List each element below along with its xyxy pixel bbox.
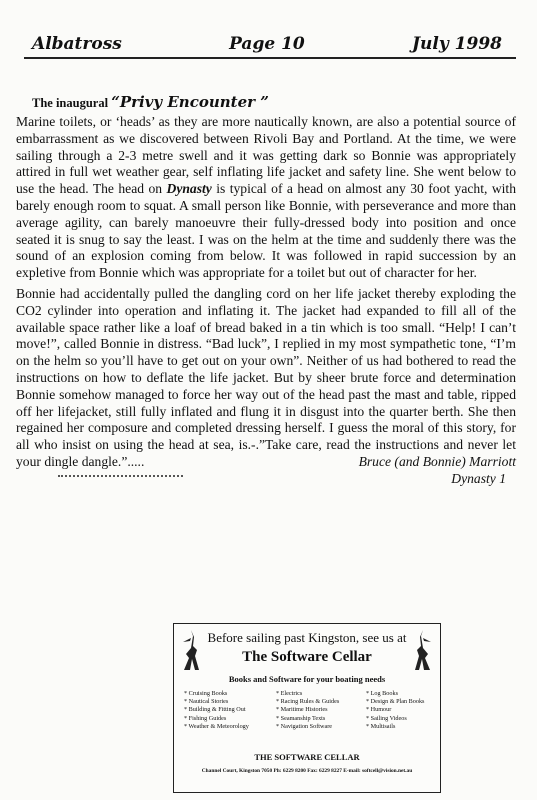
ad-address: Channel Court, Kingston 7050 Ph: 6229 8200 Fax: 6229 8227 E-mail: softcell@vision.net.au [201,768,413,774]
text-run: is typical of a head on almost any 30 foot yacht, with barely enough room to squat. A small person like Bonnie, with perseverance and more than average agility, can barely manoeuvre their fully-dressed body into position and once seated it is snug to say the least. I was on the helm at the time and suddenly there was the sound of an explosion coming from below. It was followed in rapid succession by an expletive from Bonnie which was appropriate for a toilet but out of character for her. [16,181,516,281]
ad-column-3 [366,690,432,731]
ad-column-2 [276,690,366,731]
article-paragraph-2: Bonnie had accidentally pulled the dangling cord on her life jacket thereby exploding the CO2 cylinder into operation and inflating it. The jacket had expanded to fill all of the available space rather like a loaf of bread baked in a tin which is too small. “Help! I can’t move!”, called Bonnie in distress. “Bad luck”, I replied in my most sympathetic tone, “I’m on the helm so you’ll have to get out on your own”. Neither of us had bothered to read the instructions on how to deflate the life jacket. But by sheer brute force and determination Bonnie somehow managed to force her way out of the head past the mast and table, ripped off her lifejacket, still fully inflated and flung it in disgust into the quarter berth. She then regained her composure and completed dressing herself. I guess the moral of this story, for all who insist on using the head at sea, is.-.”Take care, read the instructions and never let your dingle dangle.”..... [16,285,516,469]
ad-business-name: The Software Cellar [242,649,372,665]
list-item: * Fishing Guides [184,714,227,722]
signature [16,453,516,489]
article [16,94,516,489]
list-item: * Multisails [366,722,396,730]
page-header [32,34,502,54]
list-item: * Log Books [366,690,398,697]
article-title-main: “Privy Encounter ” [111,93,269,111]
ad-headline: Before sailing past Kingston, see us at [207,630,407,645]
list-item: * Electrics [276,690,303,697]
list-item: * Nautical Stories [184,698,229,706]
ad-column-1 [184,690,276,731]
list-item: * Navigation Software [276,722,333,730]
boat-name: Dynasty 1 [451,470,506,486]
list-item: * Seamanship Texts [276,714,326,722]
list-item: * Racing Rules & Guides [276,698,340,706]
article-title [32,94,516,111]
article-paragraph-1 [16,114,516,282]
list-item: * Sailing Videos [366,714,407,722]
issue-date: July 1998 [412,34,502,54]
advertisement [173,623,441,793]
text-run: Marine toilets, or ‘heads’ as they are more nautically known, are also a potential source of embarrassment as we discovered between Rivoli Bay and Portland. At the time, we were sailing through a 2-3 metre swell and it was getting dark so Bonnie was appropriately attired in full wet weather gear, self inflating life jacket and safety line. She went below to use the head. The head on [16,114,516,197]
dotted-separator [58,475,183,477]
list-item: * Building & Fitting Out [184,706,246,714]
page-number: Page 10 [229,34,305,54]
ad-product-list [184,690,432,731]
article-title-prefix: The inaugural [32,96,109,110]
newsletter-name: Albatross [32,34,122,54]
list-item: * Maritime Histories [276,706,328,714]
article-author: Bruce (and Bonnie) Marriott [358,453,516,469]
ad-footer-name: THE SOFTWARE CELLAR [254,752,360,762]
list-item: * Cruising Books [184,690,228,697]
header-rule [24,57,516,59]
list-item: * Design & Plan Books [366,698,425,706]
list-item: * Humour [366,706,392,714]
boat-name-inline: Dynasty [166,181,212,197]
ad-subtitle: Books and Software for your boating needs [228,674,386,684]
list-item: * Weather & Meteorology [184,722,249,730]
